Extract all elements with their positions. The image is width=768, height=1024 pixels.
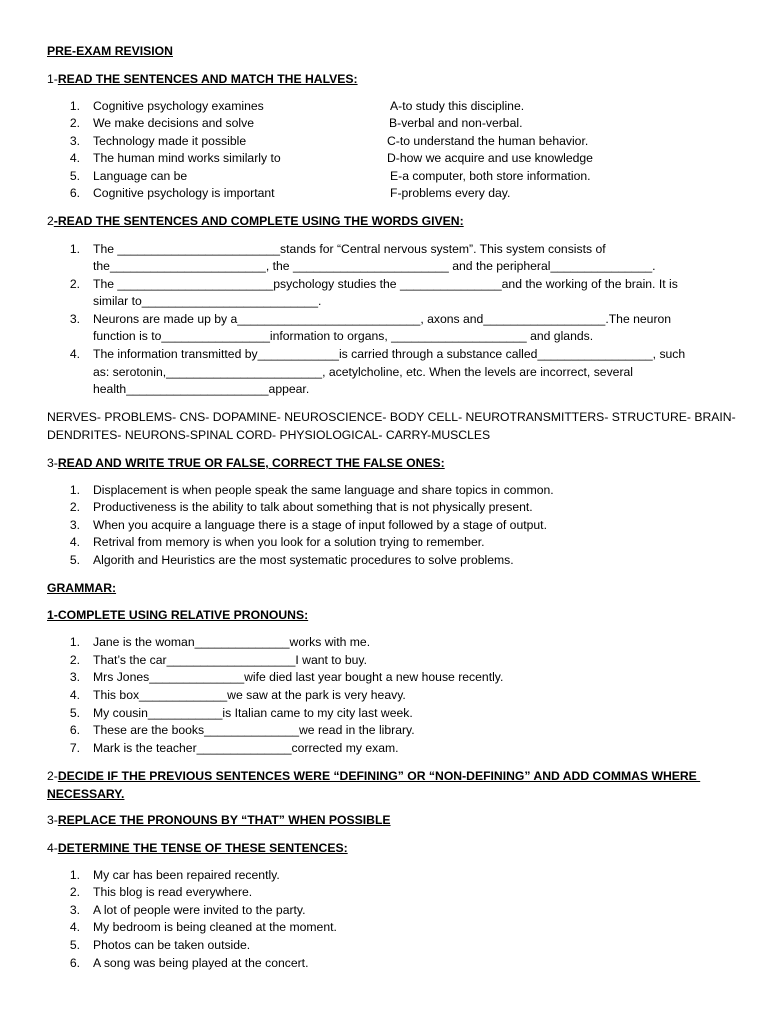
grammar-sub2-heading-text: DECIDE IF THE PREVIOUS SENTENCES WERE “DEFINING” OR “NON-DEFINING” AND ADD COMMAS WHERE (57, 769, 701, 783)
g1-item-5: My cousin___________is Italian came to my city last week. (93, 706, 413, 720)
s3-item-5: Algorith and Heuristics are the most systematic procedures to solve problems. (93, 553, 514, 567)
g4-item-2: This blog is read everywhere. (93, 885, 253, 899)
section3-prefix: 3- (47, 456, 58, 470)
s2-num-1: 1. (69, 242, 80, 256)
grammar-sub4-heading-text: DETERMINE THE TENSE OF THESE SENTENCES: (57, 841, 348, 855)
s1-right-f: F-problems every day. (390, 186, 511, 200)
grammar-sub2-prefix: 2- (47, 769, 58, 783)
grammar-sub3-prefix: 3- (47, 813, 58, 827)
g4-num-4: 4. (69, 920, 80, 934)
grammar-sub3-heading-text: REPLACE THE PRONOUNS BY “THAT” WHEN POSSIBLE (57, 813, 391, 827)
s1-right-e: E-a computer, both store information. (390, 169, 591, 183)
s1-left-1: Cognitive psychology examines (93, 99, 264, 113)
g1-item-6: These are the books______________we read in the library. (93, 723, 415, 737)
g4-num-5: 5. (69, 938, 80, 952)
word-bank-line-2: DENDRITES- NEURONS-SPINAL CORD- PHYSIOLOGICAL- CARRY-MUSCLES (47, 428, 491, 442)
s1-num-5: 5. (69, 169, 80, 183)
grammar-sub4-heading (47, 840, 348, 857)
g4-item-3: A lot of people were invited to the party. (93, 903, 306, 917)
s1-right-b: B-verbal and non-verbal. (389, 116, 523, 130)
s1-num-6: 6. (69, 186, 80, 200)
s2-line-7: The information transmitted by____________is carried through a substance called_________________, such (93, 347, 686, 361)
grammar-heading: GRAMMAR: (47, 581, 117, 595)
g1-num-2: 2. (69, 653, 80, 667)
s3-num-3: 3. (69, 518, 80, 532)
g1-item-7: Mark is the teacher______________corrected my exam. (93, 741, 399, 755)
s2-line-9: health_____________________appear. (93, 382, 310, 396)
g1-num-4: 4. (69, 688, 80, 702)
g1-item-2: That’s the car___________________I want to buy. (93, 653, 367, 667)
g1-item-3: Mrs Jones______________wife died last year bought a new house recently. (93, 670, 504, 684)
g1-num-6: 6. (69, 723, 80, 737)
section3-heading (47, 455, 445, 472)
g1-item-1: Jane is the woman______________works with me. (93, 635, 371, 649)
s3-num-1: 1. (69, 483, 80, 497)
s2-line-3: The _______________________psychology studies the _______________and the working of the brain. It is (93, 277, 678, 291)
s1-num-3: 3. (69, 134, 80, 148)
section2-prefix: 2 (47, 214, 54, 228)
grammar-sub3-heading (47, 812, 391, 829)
grammar-sub2-heading-line-1 (47, 768, 700, 785)
g1-num-3: 3. (69, 670, 80, 684)
s2-num-3: 3. (69, 312, 80, 326)
s1-right-a: A-to study this discipline. (390, 99, 525, 113)
section2-heading (47, 213, 464, 230)
section1-heading-text: READ THE SENTENCES AND MATCH THE HALVES: (57, 72, 358, 86)
g1-num-7: 7. (69, 741, 80, 755)
section1-prefix: 1- (47, 72, 58, 86)
section3-heading-text: READ AND WRITE TRUE OR FALSE, CORRECT THE FALSE ONES: (57, 456, 445, 470)
s3-item-2: Productiveness is the ability to talk about something that is not physically present. (93, 500, 533, 514)
g4-num-3: 3. (69, 903, 80, 917)
s1-left-2: We make decisions and solve (93, 116, 255, 130)
s1-num-1: 1. (69, 99, 80, 113)
s3-item-1: Displacement is when people speak the same language and share topics in common. (93, 483, 554, 497)
s2-num-4: 4. (69, 347, 80, 361)
g1-num-1: 1. (69, 635, 80, 649)
s1-num-2: 2. (69, 116, 80, 130)
g4-num-2: 2. (69, 885, 80, 899)
g4-item-1: My car has been repaired recently. (93, 868, 280, 882)
s2-line-2: the_______________________, the _______________________ and the peripheral_______________. (93, 259, 656, 273)
word-bank-line-1: NERVES- PROBLEMS- CNS- DOPAMINE- NEUROSCIENCE- BODY CELL- NEUROTRANSMITTERS- STRUCTURE- BRAIN- (47, 410, 736, 424)
section2-heading-text: -READ THE SENTENCES AND COMPLETE USING THE WORDS GIVEN: (53, 214, 464, 228)
s2-line-6: function is to________________information to organs, ____________________ and glands. (93, 329, 594, 343)
s1-left-3: Technology made it possible (93, 134, 247, 148)
g4-item-4: My bedroom is being cleaned at the moment. (93, 920, 337, 934)
g4-item-6: A song was being played at the concert. (93, 956, 309, 970)
s1-left-6: Cognitive psychology is important (93, 186, 275, 200)
g1-item-4: This box_____________we saw at the park is very heavy. (93, 688, 406, 702)
s3-item-4: Retrival from memory is when you look for a solution trying to remember. (93, 535, 485, 549)
grammar-sub2-heading-line-2: NECESSARY. (47, 787, 125, 801)
g4-num-6: 6. (69, 956, 80, 970)
s3-item-3: When you acquire a language there is a stage of input followed by a stage of output. (93, 518, 547, 532)
s2-line-5: Neurons are made up by a___________________________, axons and__________________.The neuron (93, 312, 672, 326)
s3-num-5: 5. (69, 553, 80, 567)
g4-item-5: Photos can be taken outside. (93, 938, 251, 952)
grammar-sub1-heading: 1-COMPLETE USING RELATIVE PRONOUNS: (47, 608, 309, 622)
s3-num-4: 4. (69, 535, 80, 549)
s1-right-c: C-to understand the human behavior. (387, 134, 589, 148)
s2-line-4: similar to__________________________. (93, 294, 322, 308)
s1-left-4: The human mind works similarly to (93, 151, 281, 165)
grammar-sub4-prefix: 4- (47, 841, 58, 855)
s2-line-1: The ________________________stands for “Central nervous system”. This system consists of (93, 242, 606, 256)
s1-num-4: 4. (69, 151, 80, 165)
s1-left-5: Language can be (93, 169, 188, 183)
page-title: PRE-EXAM REVISION (47, 44, 173, 58)
s2-line-8: as: serotonin,_______________________, acetylcholine, etc. When the levels are incorrect, several (93, 365, 633, 379)
g1-num-5: 5. (69, 706, 80, 720)
section1-heading (47, 71, 358, 88)
s3-num-2: 2. (69, 500, 80, 514)
s2-num-2: 2. (69, 277, 80, 291)
g4-num-1: 1. (69, 868, 80, 882)
s1-right-d: D-how we acquire and use knowledge (387, 151, 593, 165)
